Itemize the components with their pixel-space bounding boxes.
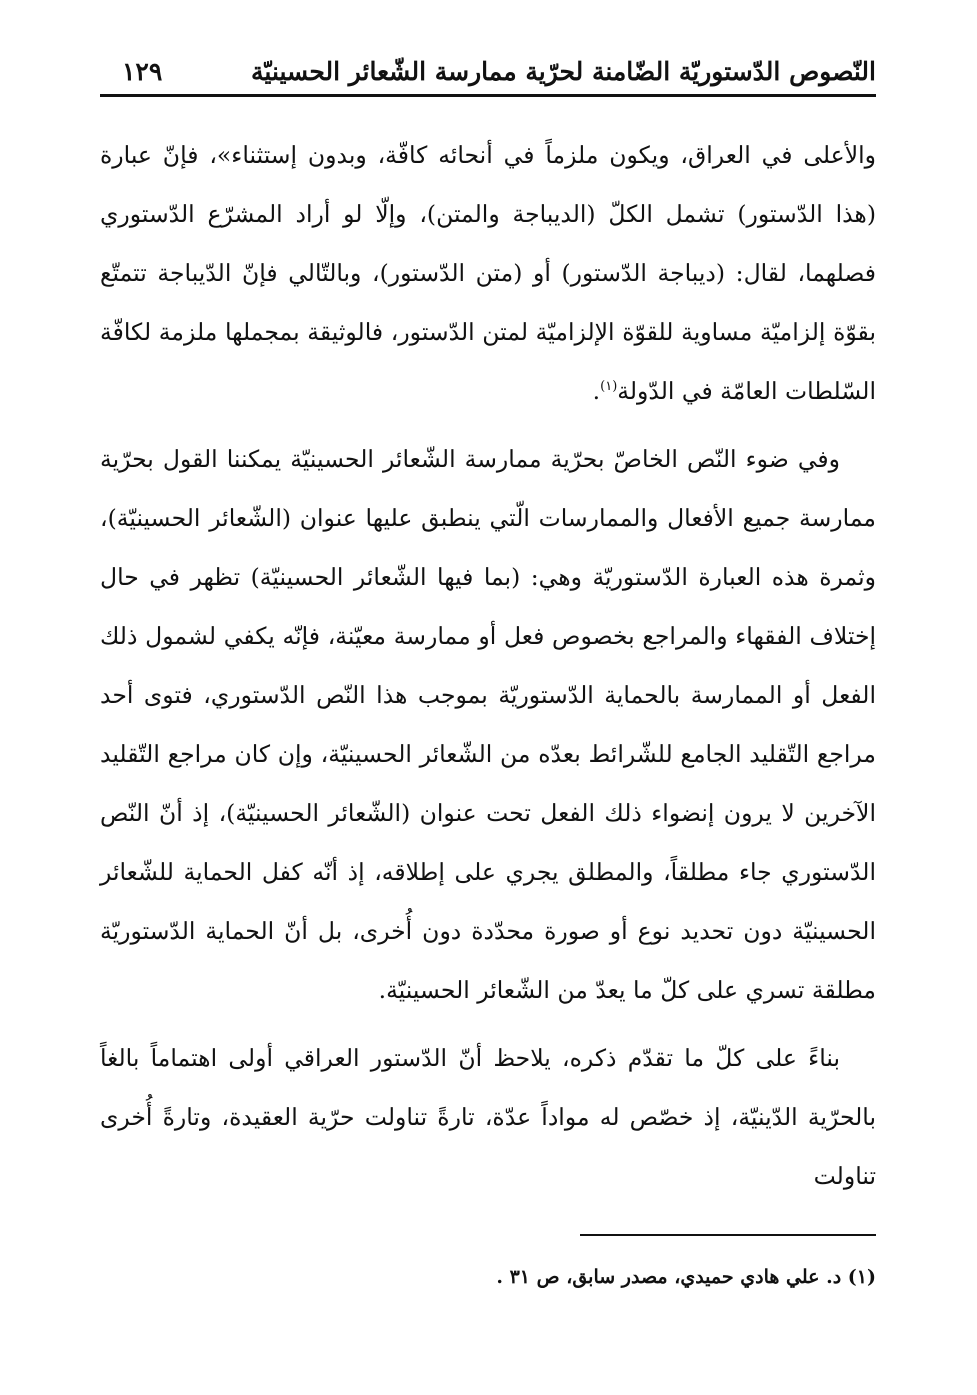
paragraph-1-tail: . (592, 377, 601, 405)
header-rule (100, 94, 876, 97)
running-header-title: النّصوص الدّستوريّة الضّامنة لحرّية ممارسة الشّعائر الحسينيّة (251, 57, 876, 86)
running-header (100, 48, 876, 92)
page-number: ١٢٩ (122, 57, 163, 86)
document-page (100, 0, 876, 1395)
paragraph-1 (100, 126, 876, 421)
footnote-reference[interactable]: (١) (600, 379, 618, 395)
footnote-1: (١) د. علي هادي حميدي، مصدر سابق، ص ٣١ . (496, 1266, 876, 1288)
paragraph-1-text: والأعلى في العراق، ويكون ملزماً في أنحائه كافّة، وبدون إستثناء»، فإنّ عبارة (هذا الدّستور) تشمل الكلّ (الديباجة والمتن)، وإلّا لو أراد المشرّع الدّستوري فصلهما، لقال: (ديباجة الدّستور) أو (متن الدّستور)، وبالتّالي فإنّ الدّيباجة تتمتّع بقوّة إلزاميّة مساوية للقوّة الإلزاميّة لمتن الدّستور، فالوثيقة بمجملها ملزمة لكافّة السّلطات العامّة في الدّولة (100, 141, 876, 405)
paragraph-2: وفي ضوء النّص الخاصّ بحرّية ممارسة الشّعائر الحسينيّة يمكننا القول بحرّية ممارسة جميع الأفعال والممارسات الّتي ينطبق عليها عنوان (الشّعائر الحسينيّة)، وثمرة هذه العبارة الدّستوريّة وهي: (بما فيها الشّعائر الحسينيّة) تظهر في حال إختلاف الفقهاء والمراجع بخصوص فعل أو ممارسة معيّنة، فإنّه يكفي لشمول ذلك الفعل أو الممارسة بالحماية الدّستوريّة بموجب هذا النّص الدّستوري، فتوى أحد مراجع التّقليد الجامع للشّرائط بعدّه من الشّعائر الحسينيّة، وإن كان مراجع التّقليد الآخرين لا يرون إنضواء ذلك الفعل تحت عنوان (الشّعائر الحسينيّة)، إذ أنّ النّص الدّستوري جاء مطلقاً، والمطلق يجري على إطلاقه، إذ أنّه كفل الحماية للشّعائر الحسينيّة دون تحديد نوع أو صورة محدّدة دون أُخرى، بل أنّ الحماية الدّستوريّة مطلقة تسري على كلّ ما يعدّ من الشّعائر الحسينيّة. (100, 445, 876, 1004)
footnote-rule (580, 1234, 876, 1236)
body-text (100, 126, 876, 1215)
paragraph-3: بناءً على كلّ ما تقدّم ذكره، يلاحظ أنّ الدّستور العراقي أولى اهتماماً بالغاً بالحرّية الدّينيّة، إذ خصّص له مواداً عدّة، تارةً تناولت حرّية العقيدة، وتارةً أُخرى تناولت (100, 1044, 876, 1190)
